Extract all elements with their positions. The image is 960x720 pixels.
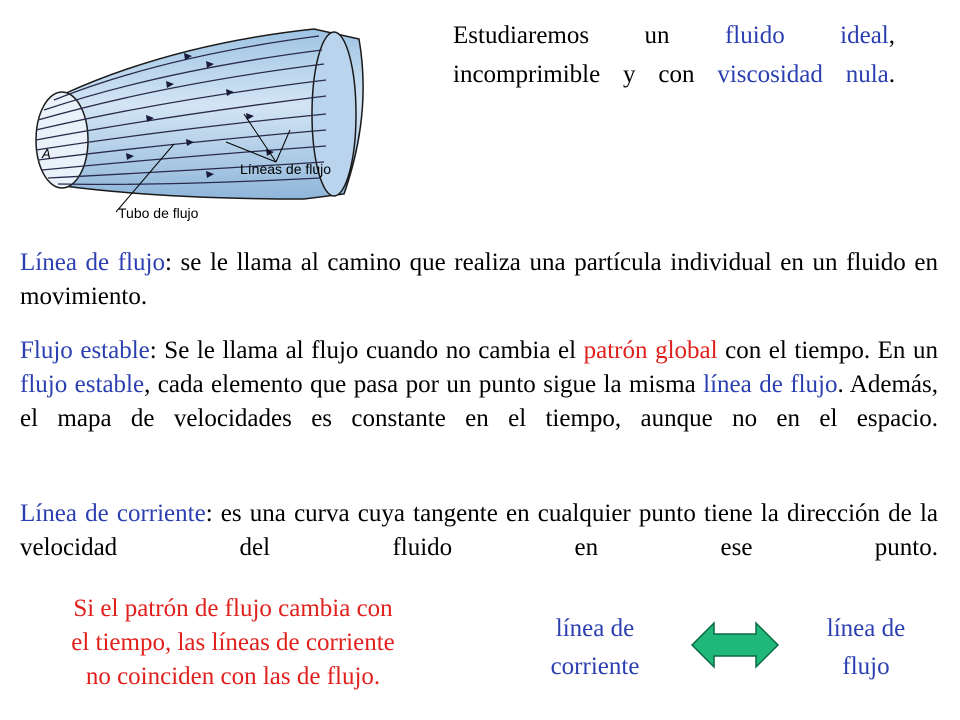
- double-arrow-shape: [692, 623, 778, 667]
- keyword-flujo-estable: flujo estable: [20, 371, 145, 398]
- label-a: A: [42, 146, 51, 161]
- keyword-patron-global: patrón global: [583, 337, 718, 364]
- keyword-fluido-ideal: fluido ideal: [724, 22, 889, 49]
- label-lineas-de-flujo: Líneas de flujo: [240, 161, 332, 177]
- term-flujo-estable: Flujo estable: [20, 337, 150, 364]
- note-line-2: el tiempo, las líneas de corriente: [71, 629, 395, 656]
- term-linea-de-flujo: Línea de flujo: [20, 249, 165, 276]
- intro-paragraph: Estudiaremos un fluido ideal, incomprimible y con viscosidad nula.: [453, 22, 895, 88]
- definition-flujo-estable: Flujo estable: Se le llama al flujo cuando no cambia el patrón global con el tiempo. En un flujo estable, cada elemento que pasa por un punto sigue la misma línea de flujo. Además, el mapa de velocidades es constante en el tiempo, aunque no en el espacio.: [20, 337, 938, 432]
- flow-tube-figure: [14, 4, 376, 234]
- definition-linea-de-corriente: Línea de corriente: es una curva cuya tangente en cualquier punto tiene la dirección de la velocidad del fluido en ese punto.: [20, 500, 938, 561]
- note-pattern-change: [18, 592, 448, 694]
- term-linea-de-corriente: Línea de corriente: [20, 500, 206, 527]
- note-line-3: no coinciden con las de flujo.: [85, 663, 381, 690]
- keyword-viscosidad-nula: viscosidad nula: [717, 61, 889, 88]
- label-tubo-de-flujo: Tubo de flujo: [118, 205, 199, 221]
- definition-linea-de-flujo: Línea de flujo: se le llama al camino que realiza una partícula individual en un fluido en movimiento.: [20, 249, 938, 310]
- term-left-linea-de-corriente: línea de corriente: [550, 615, 640, 680]
- note-line-1: Si el patrón de flujo cambia con: [73, 595, 393, 622]
- keyword-linea-de-flujo: línea de flujo: [703, 371, 838, 398]
- term-right-linea-de-flujo: línea de flujo: [826, 615, 906, 680]
- double-arrow-icon: [690, 620, 780, 670]
